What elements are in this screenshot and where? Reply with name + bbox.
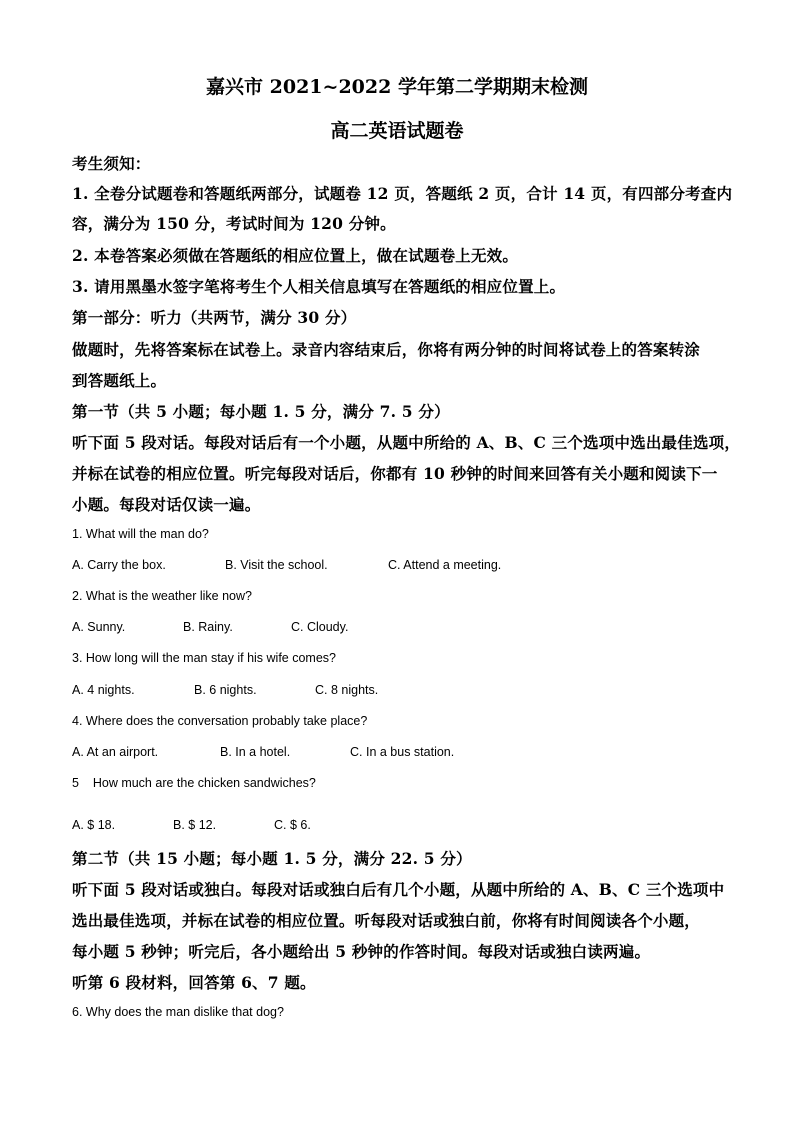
question-1-option-c: C. Attend a meeting. [388,558,502,572]
question-3-option-b: B. 6 nights. [194,683,257,697]
part1-heading: 第一部分：听力（共两节，满分 30 分） [72,308,357,327]
section1-instruction-line-2: 并标在试卷的相应位置。听完每段对话后，你都有 10 秒钟的时间来回答有关小题和阅读下一 [72,464,718,483]
question-1-text: 1. What will the man do? [72,527,209,541]
question-6-text: 6. Why does the man dislike that dog? [72,1005,284,1019]
question-1-option-a: A. Carry the box. [72,558,166,572]
question-4-text: 4. Where does the conversation probably take place? [72,714,368,728]
section2-heading: 第二节（共 15 小题；每小题 1. 5 分，满分 22. 5 分） [72,849,472,868]
question-2-option-b: B. Rainy. [183,620,233,634]
section2-instruction-line-3: 每小题 5 秒钟；听完后，各小题给出 5 秒钟的作答时间。每段对话或独白读两遍。 [72,942,651,961]
section1-heading: 第一节（共 5 小题；每小题 1. 5 分，满分 7. 5 分） [72,402,450,421]
material-6-heading: 听第 6 段材料，回答第 6、7 题。 [72,973,316,992]
question-3-option-c: C. 8 nights. [315,683,379,697]
exam-title: 嘉兴市 2021~2022 学年第二学期期末检测 [206,76,588,98]
part1-instruction-line-1: 做题时，先将答案标在试卷上。录音内容结束后，你将有两分钟的时间将试卷上的答案转涂 [72,340,701,359]
question-5-option-b: B. $ 12. [173,818,217,832]
question-4-option-b: B. In a hotel. [220,745,291,759]
question-4-option-c: C. In a bus station. [350,745,455,759]
question-2-option-c: C. Cloudy. [291,620,349,634]
notice-item-3: 3. 请用黑墨水签字笔将考生个人相关信息填写在答题纸的相应位置上。 [72,277,566,296]
question-2-text: 2. What is the weather like now? [72,589,252,603]
question-2-option-a: A. Sunny. [72,620,126,634]
question-3-option-a: A. 4 nights. [72,683,135,697]
question-5-text: 5 How much are the chicken sandwiches? [72,776,316,790]
notice-item-1-line-1: 1. 全卷分试题卷和答题纸两部分，试题卷 12 页，答题纸 2 页，合计 14 页，有四部分考查内 [72,184,733,203]
section2-instruction-line-1: 听下面 5 段对话或独白。每段对话或独白后有几个小题，从题中所给的 A、B、C 三个选项中 [72,880,725,899]
notice-item-1-line-2: 容，满分为 150 分，考试时间为 120 分钟。 [72,214,396,233]
question-5-option-c: C. $ 6. [274,818,311,832]
question-1-option-b: B. Visit the school. [225,558,328,572]
section1-instruction-line-3: 小题。每段对话仅读一遍。 [72,495,261,514]
section1-instruction-line-1: 听下面 5 段对话。每段对话后有一个小题，从题中所给的 A、B、C 三个选项中选出最佳选项， [72,433,741,452]
notice-item-2: 2. 本卷答案必须做在答题纸的相应位置上，做在试题卷上无效。 [72,246,519,265]
section2-instruction-line-2: 选出最佳选项，并标在试卷的相应位置。听每段对话或独白前，你将有时间阅读各个小题， [72,911,701,930]
question-3-text: 3. How long will the man stay if his wife comes? [72,651,336,665]
notice-heading: 考生须知： [72,154,151,173]
exam-subtitle: 高二英语试题卷 [330,120,464,142]
part1-instruction-line-2: 到答题纸上。 [72,371,167,390]
question-4-option-a: A. At an airport. [72,745,159,759]
question-5-option-a: A. $ 18. [72,818,116,832]
